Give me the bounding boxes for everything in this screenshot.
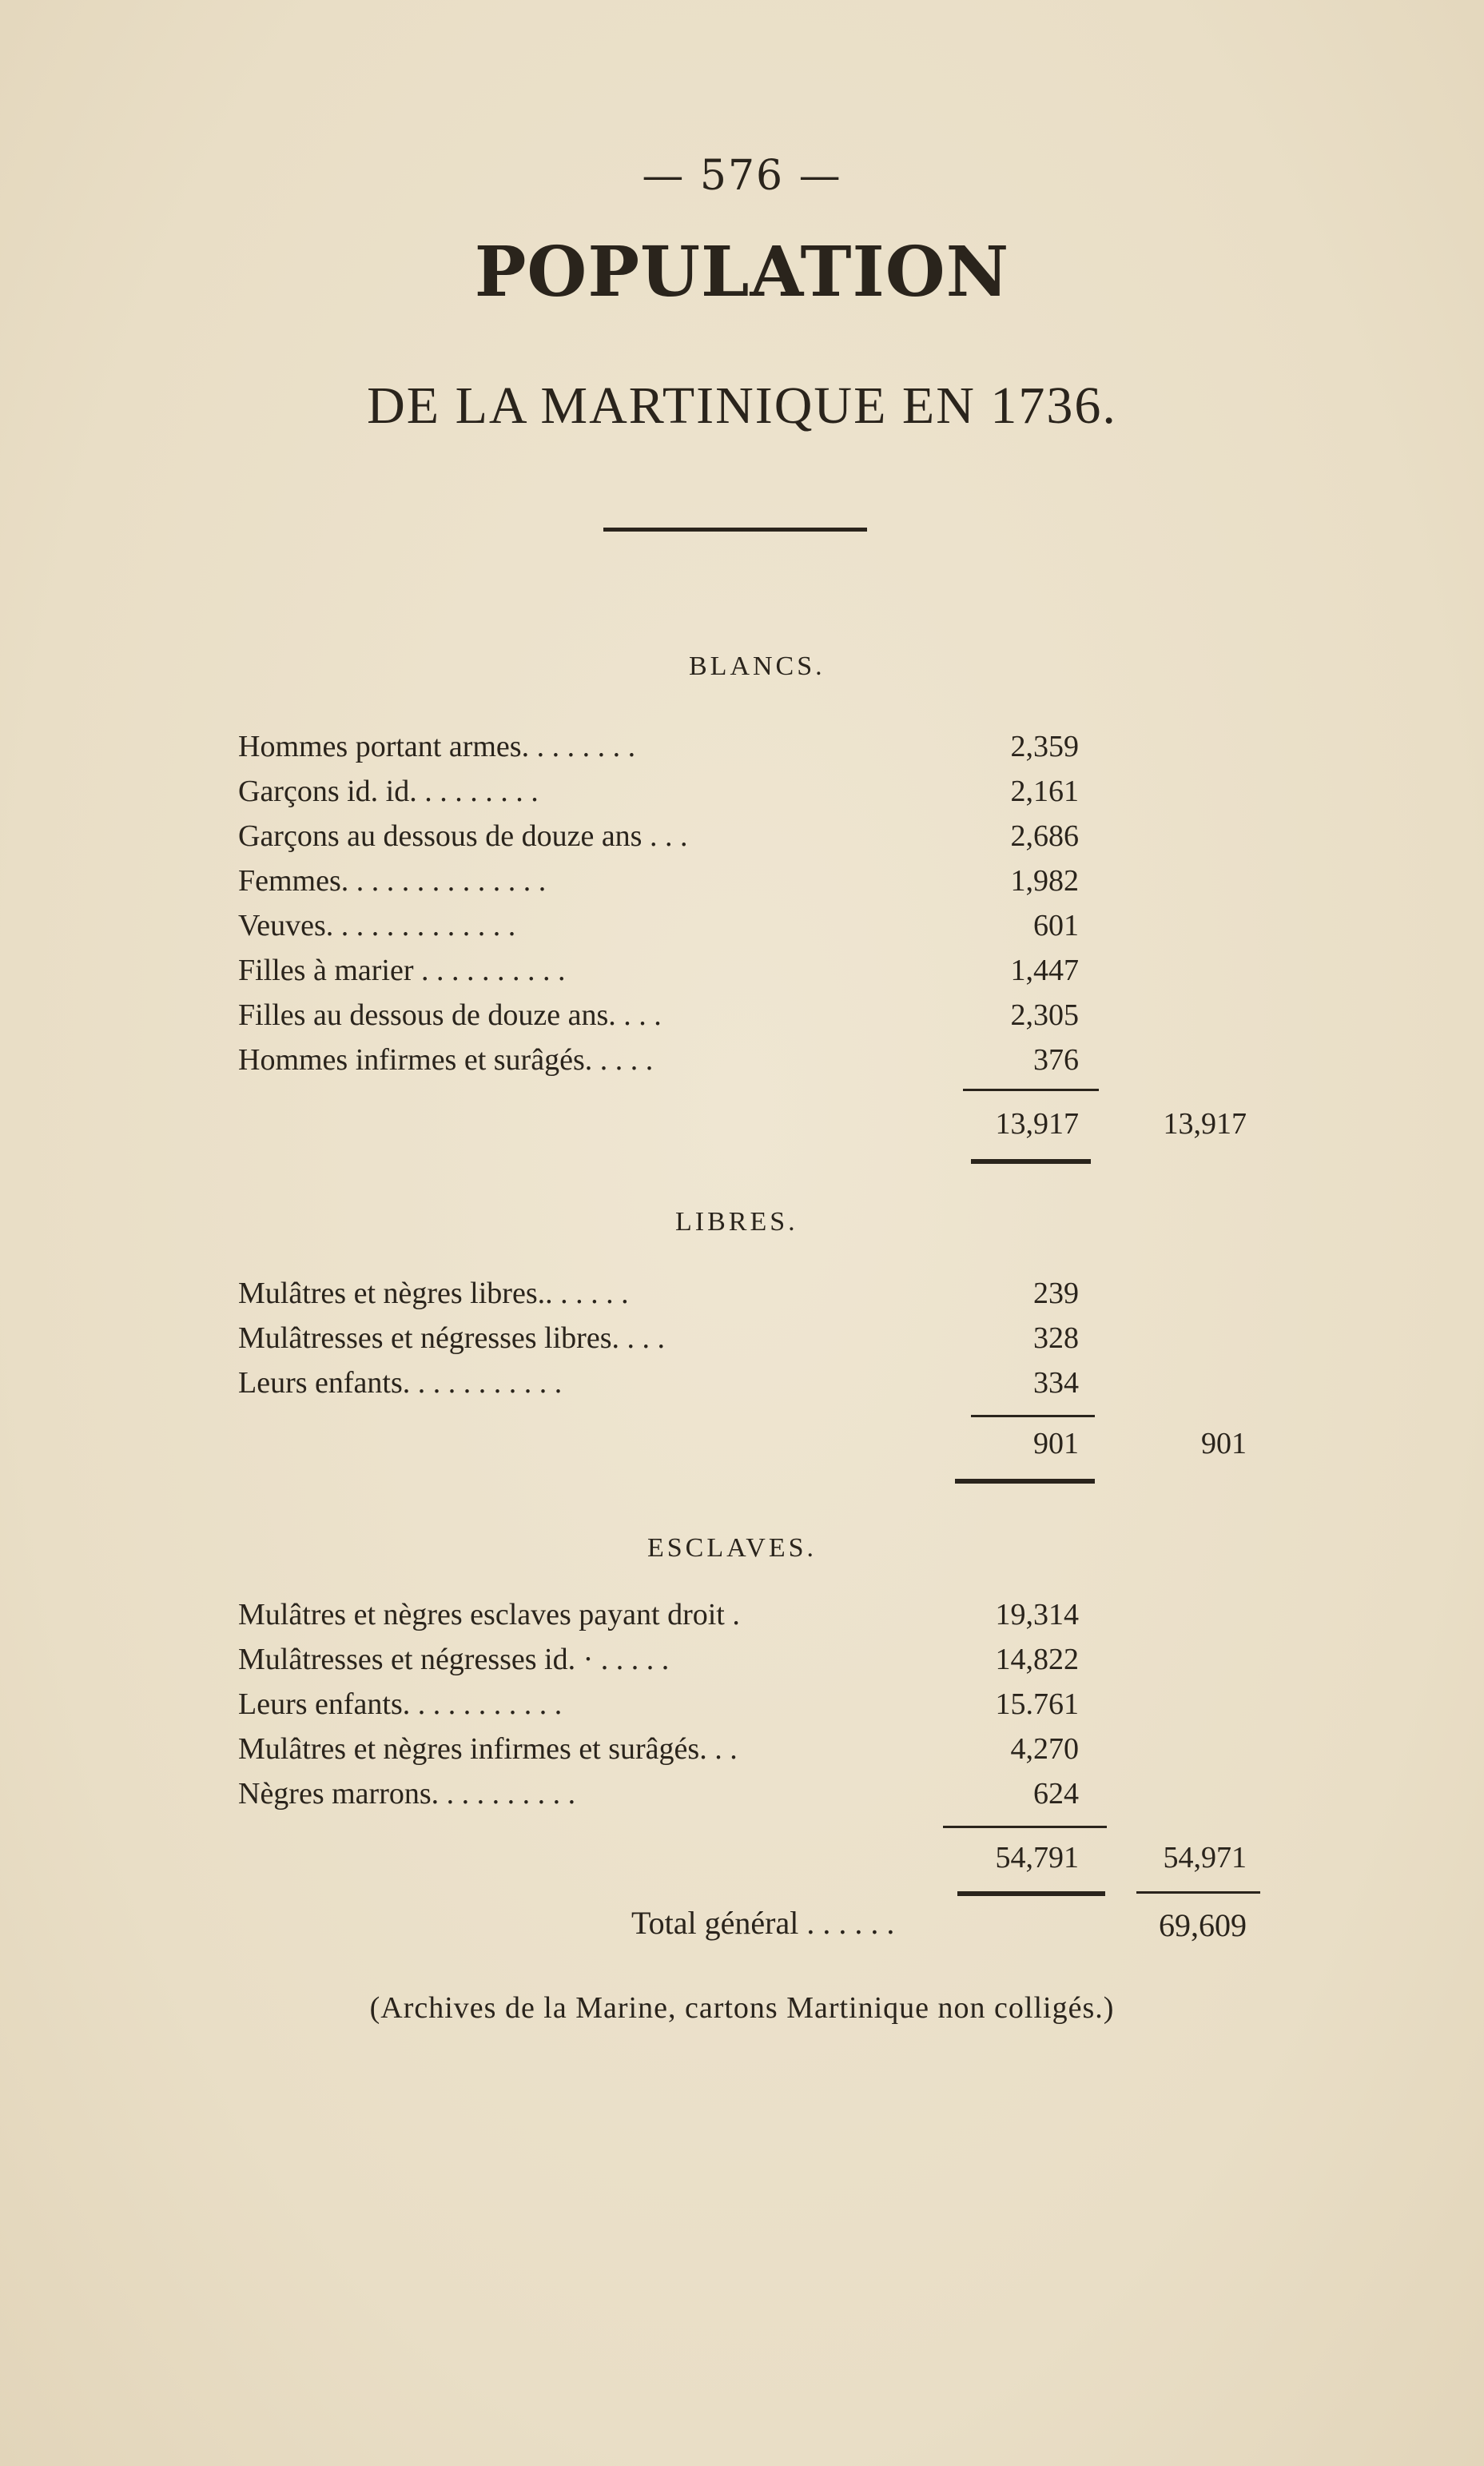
row-label: Hommes portant armes. . . . . . . . [238,730,636,763]
table-row [238,817,917,855]
row-label: Nègres marrons. . . . . . . . . . [238,1777,576,1811]
row-label: Filles à marier . . . . . . . . . . [238,954,566,987]
row-value: 2,161 [1010,775,1079,808]
title-rule [603,528,867,532]
row-label: Hommes infirmes et surâgés. . . . . [238,1043,654,1077]
table-row [238,996,917,1034]
subtotal-value: 13,917 [995,1107,1079,1141]
section-heading-esclaves: ESCLAVES. [647,1533,818,1563]
table-row [238,1730,917,1768]
table-row [238,906,917,945]
grand-total-label: Total général . . . . . . [631,1905,895,1941]
page-title: POPULATION [474,232,1010,313]
page-number: — 576 — [642,152,842,200]
row-value: 2,359 [1010,730,1079,763]
table-row [238,1041,917,1079]
table-row [238,1364,917,1402]
row-label: Mulâtres et nègres infirmes et surâgés. . . [238,1732,738,1766]
table-row [238,1640,917,1679]
row-value: 239 [1033,1277,1079,1310]
row-label: Garçons au dessous de douze ans . . . [238,819,688,853]
page-subtitle: DE LA MARTINIQUE EN 1736. [367,376,1117,435]
section-total-value: 901 [1201,1427,1247,1460]
table-row [238,1319,917,1357]
subtotal-value: 901 [1033,1427,1079,1460]
row-value: 2,305 [1010,998,1079,1032]
row-value: 15.761 [995,1687,1079,1721]
table-row [238,1685,917,1723]
subtotal-rule [963,1089,1099,1091]
row-label: Mulâtres et nègres esclaves payant droit . [238,1598,740,1631]
subtotal-rule [943,1826,1107,1828]
row-value: 334 [1033,1366,1079,1400]
subtotal-thick-rule [955,1479,1095,1484]
row-value: 4,270 [1010,1732,1079,1766]
table-row [238,862,917,900]
row-value: 14,822 [995,1643,1079,1676]
section-total-value: 54,971 [1163,1841,1247,1874]
total-rule [1136,1891,1260,1894]
row-value: 376 [1033,1043,1079,1077]
row-value: 624 [1033,1777,1079,1811]
section-total-value: 13,917 [1163,1107,1247,1141]
source-footnote: (Archives de la Marine, cartons Martinique non colligés.) [369,1991,1115,2025]
grand-total-value: 69,609 [1159,1907,1247,1943]
row-label: Garçons id. id. . . . . . . . . [238,775,539,808]
row-value: 1,447 [1010,954,1079,987]
subtotal-value: 54,791 [995,1841,1079,1874]
row-value: 328 [1033,1321,1079,1355]
subtotal-thick-rule [971,1159,1091,1164]
table-row [238,772,917,811]
row-label: Filles au dessous de douze ans. . . . [238,998,662,1032]
row-label: Leurs enfants. . . . . . . . . . . [238,1366,563,1400]
row-value: 19,314 [995,1598,1079,1631]
row-value: 2,686 [1010,819,1079,853]
table-row [238,1596,917,1634]
row-label: Mulâtresses et négresses libres. . . . [238,1321,665,1355]
subtotal-thick-rule [957,1891,1105,1896]
table-row [238,1274,917,1313]
row-value: 1,982 [1010,864,1079,898]
subtotal-rule [971,1415,1095,1417]
row-label: Veuves. . . . . . . . . . . . . [238,909,516,942]
row-label: Leurs enfants. . . . . . . . . . . [238,1687,563,1721]
row-label: Mulâtresses et négresses id. · . . . . . [238,1643,670,1676]
section-heading-libres: LIBRES. [675,1207,798,1237]
table-row [238,727,917,766]
section-heading-blancs: BLANCS. [689,651,826,681]
table-row [238,951,917,990]
table-row [238,1775,917,1813]
row-label: Mulâtres et nègres libres.. . . . . . [238,1277,629,1310]
row-value: 601 [1033,909,1079,942]
row-label: Femmes. . . . . . . . . . . . . . [238,864,547,898]
